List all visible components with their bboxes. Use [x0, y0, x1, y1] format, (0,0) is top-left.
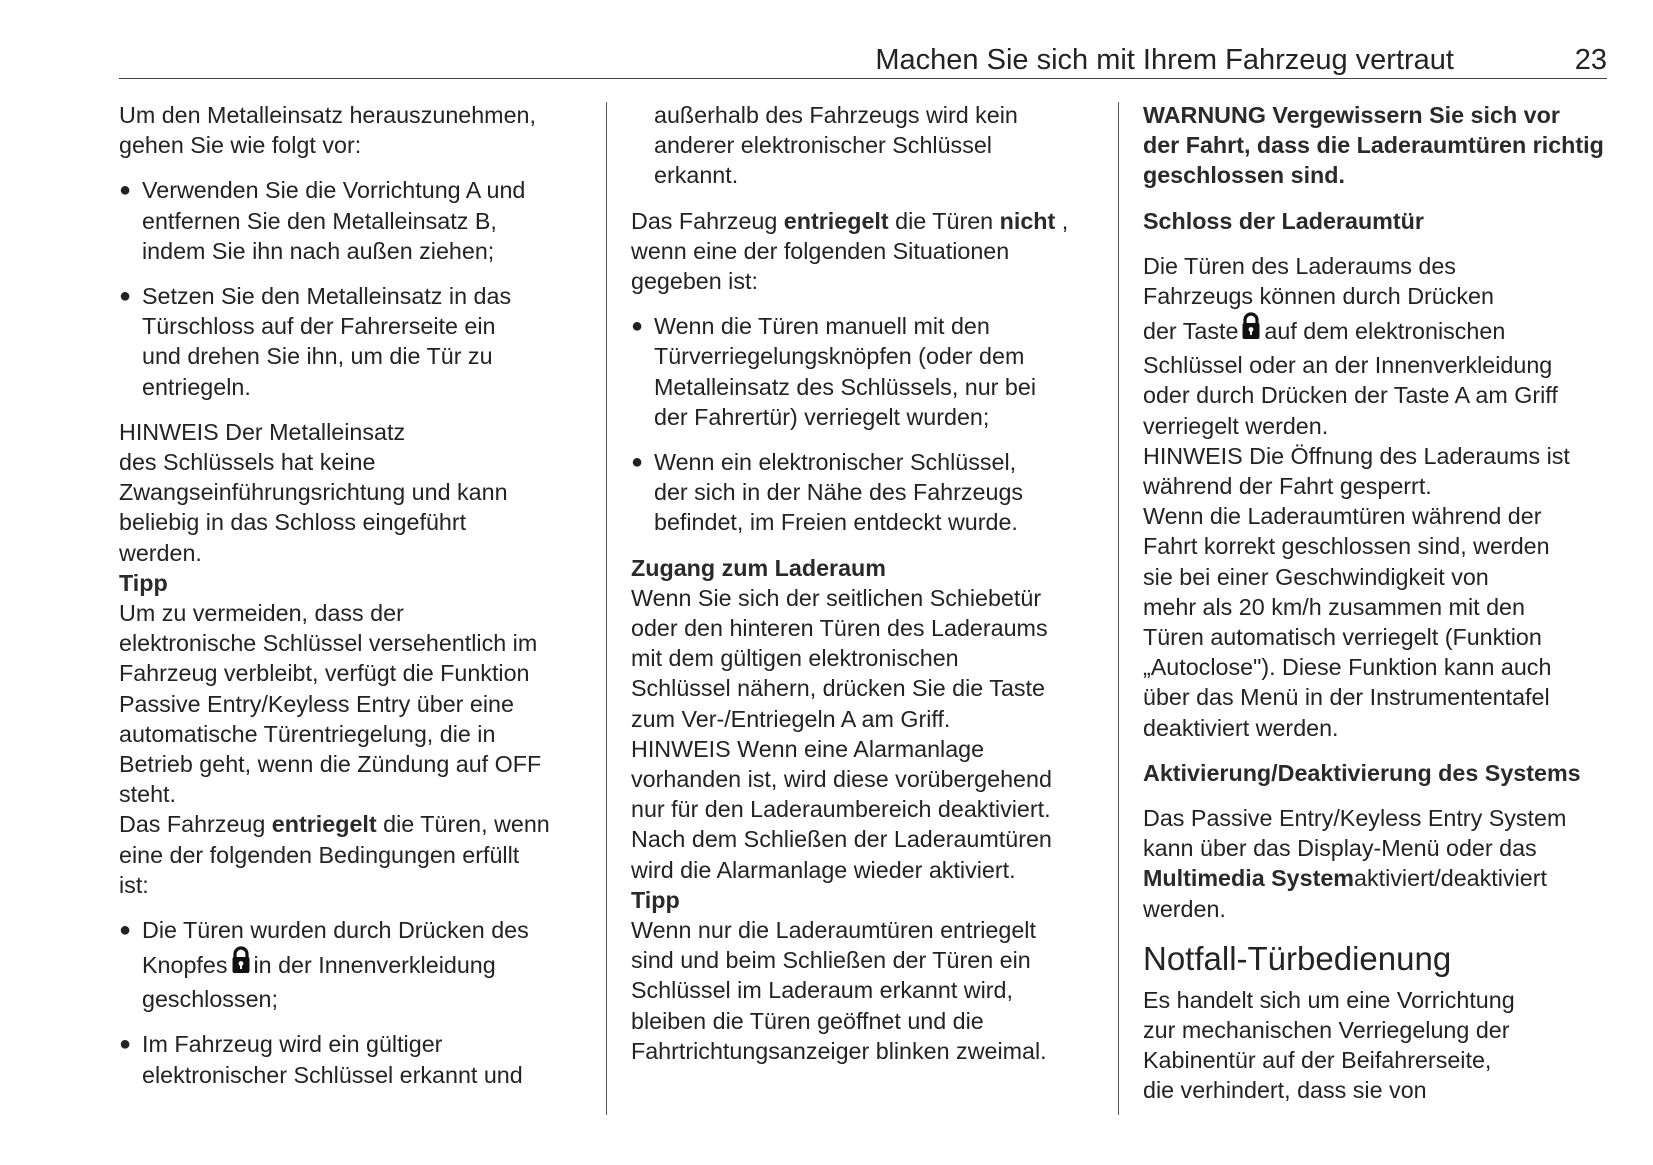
bullet-item [119, 175, 550, 266]
text-line [119, 568, 550, 598]
text-line: geschlossen; [142, 986, 278, 1013]
text-line: und drehen Sie ihn, um die Tür zu [142, 343, 493, 370]
bullet-icon: ● [119, 919, 132, 942]
text-line: Fahrzeug verbleibt, verfügt die Funktion [119, 660, 530, 687]
text-line: über das Menü in der Instrumententafel [1143, 684, 1550, 711]
text-line [1143, 863, 1604, 893]
text-line: Schlüssel nähern, drücken Sie die Taste [631, 675, 1045, 702]
bullet-item [119, 915, 550, 1014]
bullet-icon: ● [631, 451, 644, 474]
text-line: Türen automatisch verriegelt (Funktion [1143, 624, 1542, 651]
text-line: Fahrtrichtungsanzeiger blinken zweimal. [631, 1037, 1047, 1064]
text-span: in der Innenverkleidung [253, 952, 496, 979]
text-line: Türschloss auf der Fahrerseite ein [142, 313, 496, 340]
text-line: Fahrt korrekt geschlossen sind, werden [1143, 533, 1550, 560]
paragraph [1143, 100, 1604, 191]
paragraph [631, 206, 1068, 297]
text-line: Die Türen wurden durch Drücken des [142, 917, 529, 944]
paragraph [631, 100, 1068, 191]
text-line [1143, 758, 1604, 788]
column-divider [1118, 102, 1119, 1115]
text-line: entfernen Sie den Metalleinsatz B, [142, 207, 497, 234]
text-line: oder durch Drücken der Taste A am Griff [1143, 382, 1558, 409]
text-line [1143, 206, 1604, 236]
paragraph [119, 417, 550, 900]
text-line [1143, 130, 1604, 160]
text-line: entriegeln. [142, 373, 251, 400]
bullet-item [119, 1029, 550, 1089]
text-span: der Taste [1143, 318, 1239, 345]
bold-text: Zugang zum Laderaum [631, 554, 886, 581]
text-line: Kabinentür auf der Beifahrerseite, [1143, 1047, 1492, 1074]
text-line: Nach dem Schließen der Laderaumtüren [631, 826, 1052, 853]
text-line: mehr als 20 km/h zusammen mit den [1143, 593, 1525, 620]
text-line [1143, 160, 1604, 190]
text-line: Türverriegelungsknöpfen (oder dem [654, 343, 1025, 370]
text-line: Fahrzeugs können durch Drücken [1143, 283, 1494, 310]
column-right [1143, 100, 1604, 1121]
paragraph [1143, 206, 1604, 236]
text-line: oder den hinteren Türen des Laderaums [631, 615, 1048, 642]
text-line: Um zu vermeiden, dass der [119, 600, 404, 627]
text-line: elektronische Schlüssel versehentlich im [119, 630, 538, 657]
text-span: aktiviert/deaktiviert [1354, 865, 1547, 892]
bullet-item [631, 447, 1068, 538]
text-line: Verwenden Sie die Vorrichtung A und [142, 177, 526, 204]
text-line: wird die Alarmanlage wieder aktiviert. [631, 856, 1016, 883]
text-line: des Schlüssels hat keine [119, 449, 376, 476]
text-line: beliebig in das Schloss eingeführt [119, 509, 467, 536]
header-rule [119, 78, 1607, 79]
bold-text: nicht [999, 207, 1056, 234]
text-line: zur mechanischen Verriegelung der [1143, 1017, 1510, 1044]
text-line: werden. [1143, 895, 1226, 922]
text-line: elektronischer Schlüssel erkannt und [142, 1061, 523, 1088]
text-line: HINWEIS Der Metalleinsatz [119, 418, 406, 445]
text-line: Wenn nur die Laderaumtüren entriegelt [631, 917, 1036, 944]
text-line: sie bei einer Geschwindigkeit von [1143, 563, 1489, 590]
text-line: gegeben ist: [631, 268, 758, 295]
bullet-item [119, 281, 550, 402]
text-line: gehen Sie wie folgt vor: [119, 132, 362, 159]
text-line: Das Passive Entry/Keyless Entry System [1143, 805, 1567, 832]
bold-text: Tipp [631, 886, 680, 913]
text-line: der Fahrertür) verriegelt wurden; [654, 403, 990, 430]
text-line: außerhalb des Fahrzeugs wird kein [654, 102, 1018, 128]
text-line: nur für den Laderaumbereich deaktiviert. [631, 796, 1051, 823]
text-line: anderer elektronischer Schlüssel [654, 132, 992, 159]
text-line: zum Ver-/Entriegeln A am Griff. [631, 705, 951, 732]
text-line [631, 885, 1068, 915]
text-line: Setzen Sie den Metalleinsatz in das [142, 283, 512, 310]
text-line: wenn eine der folgenden Situationen [631, 237, 1010, 264]
bullet-icon: ● [119, 179, 132, 202]
text-line: die verhindert, dass sie von [1143, 1077, 1427, 1104]
paragraph [1143, 251, 1604, 743]
text-span: Knopfes [142, 952, 228, 979]
section-title: Machen Sie sich mit Ihrem Fahrzeug vertraut [875, 44, 1454, 76]
section-heading [1143, 939, 1604, 979]
text-line: erkannt. [654, 162, 739, 189]
text-line: HINWEIS Wenn eine Alarmanlage [631, 735, 985, 762]
text-line: Betrieb geht, wenn die Zündung auf OFF [119, 751, 542, 778]
paragraph [1143, 985, 1604, 1106]
text-span: Das Fahrzeug [119, 811, 272, 838]
text-line: ist: [119, 871, 149, 898]
text-line: Metalleinsatz des Schlüssels, nur bei [654, 373, 1036, 400]
text-line: werden. [119, 539, 202, 566]
text-line [631, 206, 1068, 236]
text-line: verriegelt werden. [1143, 412, 1329, 439]
bold-text: der Fahrt, dass die Laderaumtüren richtig [1143, 132, 1604, 159]
lock-icon [231, 945, 251, 975]
text-line [119, 809, 550, 839]
bold-text: entriegelt [271, 811, 377, 838]
text-span: die Türen, wenn [376, 811, 550, 838]
text-line: Wenn ein elektronischer Schlüssel, [654, 449, 1017, 476]
text-line: steht. [119, 781, 176, 808]
bold-text: Multimedia System [1143, 865, 1355, 892]
text-line: HINWEIS Die Öffnung des Laderaums ist [1143, 442, 1570, 469]
bullet-icon: ● [119, 1033, 132, 1056]
text-line: Wenn die Türen manuell mit den [654, 313, 990, 340]
text-span: die Türen [888, 207, 1000, 234]
text-line: Schlüssel im Laderaum erkannt wird, [631, 977, 1013, 1004]
paragraph [631, 553, 1068, 1066]
column-divider [606, 102, 607, 1115]
text-line: Passive Entry/Keyless Entry über eine [119, 690, 514, 717]
text-line: bleiben die Türen geöffnet und die [631, 1007, 984, 1034]
text-line: sind und beim Schließen der Türen ein [631, 947, 1031, 974]
text-line: Wenn die Laderaumtüren während der [1143, 503, 1542, 530]
text-line: Zwangseinführungsrichtung und kann [119, 479, 508, 506]
bullet-item [631, 311, 1068, 432]
text-line: der sich in der Nähe des Fahrzeugs [654, 479, 1024, 506]
text-line [1143, 100, 1604, 130]
text-line: „Autoclose"). Diese Funktion kann auch [1143, 654, 1552, 681]
text-line: automatische Türentriegelung, die in [119, 720, 496, 747]
text-line: Um den Metalleinsatz herauszunehmen, [119, 102, 536, 128]
paragraph [119, 100, 550, 160]
bold-text: Schloss der Laderaumtür [1143, 207, 1424, 234]
text-line: Schlüssel oder an der Innenverkleidung [1143, 352, 1553, 379]
lock-icon [1241, 311, 1261, 341]
text-line: kann über das Display-Menü oder das [1143, 835, 1537, 862]
bold-text: geschlossen sind. [1143, 162, 1345, 189]
column-left [119, 100, 550, 1105]
paragraph [1143, 803, 1604, 924]
paragraph [1143, 758, 1604, 788]
bold-text: Aktivierung/Deaktivierung des Systems [1143, 759, 1581, 786]
text-line: vorhanden ist, wird diese vorübergehend [631, 766, 1052, 793]
bold-text: WARNUNG Vergewissern Sie sich vor [1143, 102, 1560, 128]
text-line: Es handelt sich um eine Vorrichtung [1143, 986, 1515, 1013]
text-line: Notfall-Türbedienung [1143, 939, 1452, 977]
text-line [1143, 311, 1604, 350]
text-line: während der Fahrt gesperrt. [1143, 473, 1432, 500]
text-span: , [1055, 207, 1069, 234]
text-span: Das Fahrzeug [631, 207, 784, 234]
column-middle [631, 100, 1068, 1081]
text-line: eine der folgenden Bedingungen erfüllt [119, 841, 520, 868]
page-number: 23 [1574, 44, 1607, 76]
text-line [631, 553, 1068, 583]
text-line: deaktiviert werden. [1143, 714, 1339, 741]
bullet-icon: ● [631, 315, 644, 338]
text-span: auf dem elektronischen [1264, 318, 1506, 345]
bold-text: Tipp [119, 569, 168, 596]
text-line: Wenn Sie sich der seitlichen Schiebetür [631, 584, 1042, 611]
text-line: Im Fahrzeug wird ein gültiger [142, 1031, 443, 1058]
text-line [142, 945, 550, 984]
bullet-icon: ● [119, 285, 132, 308]
text-line: indem Sie ihn nach außen ziehen; [142, 237, 495, 264]
text-line: mit dem gültigen elektronischen [631, 645, 959, 672]
bold-text: entriegelt [783, 207, 889, 234]
text-line: Die Türen des Laderaums des [1143, 252, 1456, 279]
text-line: befindet, im Freien entdeckt wurde. [654, 509, 1018, 536]
